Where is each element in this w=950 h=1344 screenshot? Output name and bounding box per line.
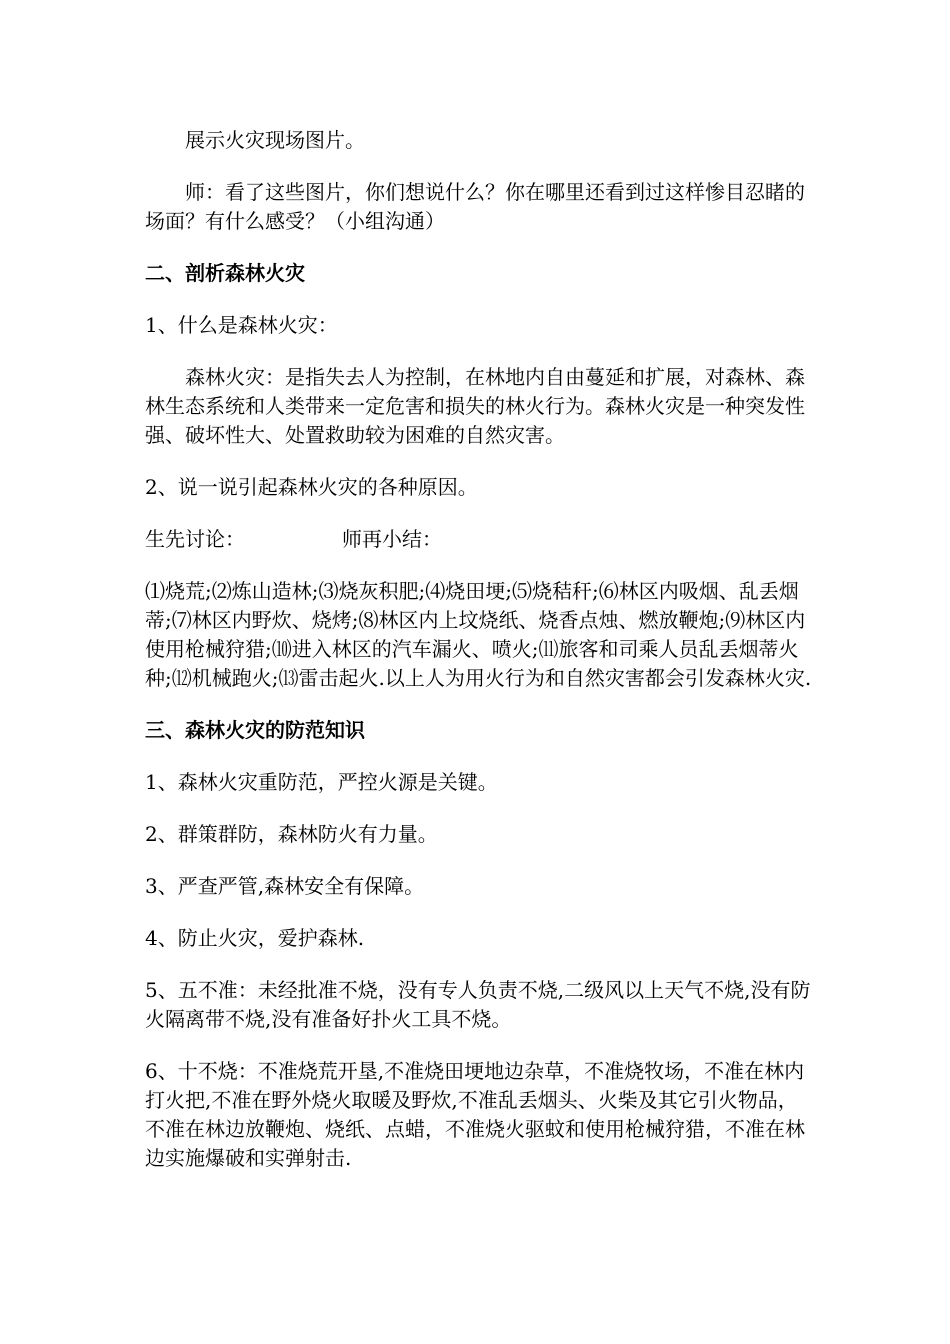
document-page xyxy=(145,126,815,1196)
discussion-row xyxy=(145,525,815,554)
paragraph-show-pictures: 展示火灾现场图片。 xyxy=(185,128,365,152)
rule-item-4: 4、防止火灾，爱护森林. xyxy=(145,926,365,950)
rule-item-2: 2、群策群防，森林防火有力量。 xyxy=(145,822,438,846)
section-heading-prevention: 三、森林火灾的防范知识 xyxy=(145,718,365,742)
section-heading-analysis: 二、剖析森林火灾 xyxy=(145,261,305,285)
rule-item-6: 6、十不烧：不准烧荒开垦,不准烧田埂地边杂草，不准烧牧场，不准在林内打火把,不准在野外烧火取暖及野炊,不准乱丢烟头、火柴及其它引火物品，不准在林边放鞭炮、烧纸、点蜡，不准烧火驱蚊和使用枪械狩猎，不准在林边实施爆破和实弹射击. xyxy=(145,1059,805,1170)
teacher-summary-label: 师再小结： xyxy=(342,527,442,551)
paragraph-causes-list: ⑴烧荒;⑵炼山造林;⑶烧灰积肥;⑷烧田埂;⑸烧秸秆;⑹林区内吸烟、乱丢烟蒂;⑺林区内野炊、烧烤;⑻林区内上坟烧纸、烧香点烛、燃放鞭炮;⑼林区内使用枪械狩猎;⑽进入林区的汽车漏火、喷火;⑾旅客和司乘人员乱丢烟蒂火种;⑿机械跑火;⒀雷击起火.以上人为用火行为和自然灾害都会引发森林火灾. xyxy=(145,579,812,690)
paragraph-definition: 森林火灾：是指失去人为控制，在林地内自由蔓延和扩展，对森林、森林生态系统和人类带来一定危害和损失的林火行为。森林火灾是一种突发性强、破坏性大、处置救助较为困难的自然灾害。 xyxy=(145,365,805,447)
rule-item-1: 1、森林火灾重防范，严控火源是关键。 xyxy=(145,770,498,794)
question-what-is-forest-fire: 1、什么是森林火灾： xyxy=(145,313,338,337)
rule-item-5: 5、五不准：未经批准不烧，没有专人负责不烧,二级风以上天气不烧,没有防火隔离带不烧,没有准备好扑火工具不烧。 xyxy=(145,978,811,1031)
paragraph-teacher-question: 师：看了这些图片，你们想说什么？你在哪里还看到过这样惨目忍睹的场面？有什么感受？（小组沟通） xyxy=(145,180,805,233)
question-causes: 2、说一说引起森林火灾的各种原因。 xyxy=(145,475,478,499)
rule-item-3: 3、严查严管,森林安全有保障。 xyxy=(145,874,425,898)
student-discussion-label: 生先讨论： xyxy=(145,527,245,551)
